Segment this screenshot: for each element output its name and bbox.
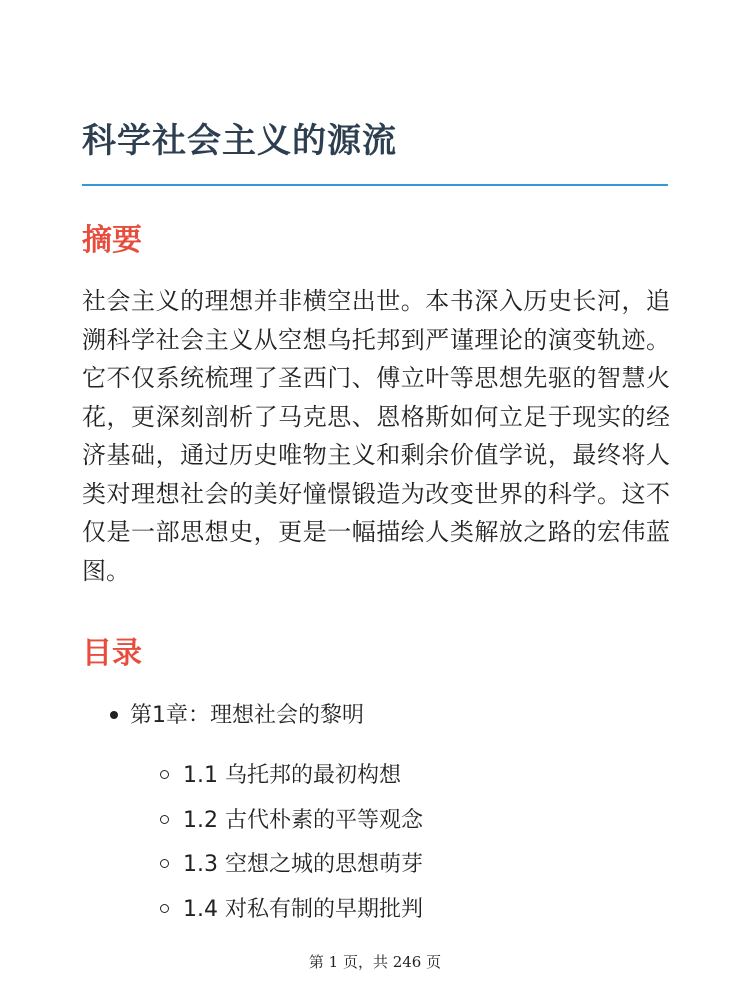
page-number-footer: 第 1 页，共 246 页 xyxy=(308,953,442,971)
toc-chapter-label: 第1章：理想社会的黎明 xyxy=(130,703,364,728)
toc-section-1-4[interactable] xyxy=(160,888,423,933)
toc-section-1-1[interactable] xyxy=(160,754,423,799)
toc-section-label: 1.4 对私有制的早期批判 xyxy=(183,896,423,922)
toc-heading: 目录 xyxy=(82,636,142,671)
toc-section-list xyxy=(160,754,423,932)
title-divider xyxy=(82,184,668,186)
abstract-body: 社会主义的理想并非横空出世。本书深入历史长河，追溯科学社会主义从空想乌托邦到严谨理论的演变轨迹。它不仅系统梳理了圣西门、傅立叶等思想先驱的智慧火花，更深刻剖析了马克思、恩格斯如何立足于现实的经济基础，通过历史唯物主义和剩余价值学说，最终将人类对理想社会的美好憧憬锻造为改变世界的科学。这不仅是一部思想史，更是一幅描绘人类解放之路的宏伟蓝图。 xyxy=(82,287,670,585)
circle-bullet-icon xyxy=(160,904,169,913)
circle-bullet-icon xyxy=(160,859,169,868)
circle-bullet-icon xyxy=(160,770,169,779)
toc-chapter-1[interactable] xyxy=(110,698,364,734)
toc-section-label: 1.2 古代朴素的平等观念 xyxy=(183,807,423,833)
toc-section-label: 1.1 乌托邦的最初构想 xyxy=(183,763,401,788)
circle-bullet-icon xyxy=(160,815,169,824)
document-title: 科学社会主义的源流 xyxy=(82,121,397,161)
abstract-heading: 摘要 xyxy=(82,223,142,258)
toc-section-1-3[interactable] xyxy=(160,843,423,888)
toc-section-label: 1.3 空想之城的思想萌芽 xyxy=(183,852,423,877)
bullet-dot-icon xyxy=(110,711,118,719)
toc-section-1-2[interactable] xyxy=(160,799,423,844)
